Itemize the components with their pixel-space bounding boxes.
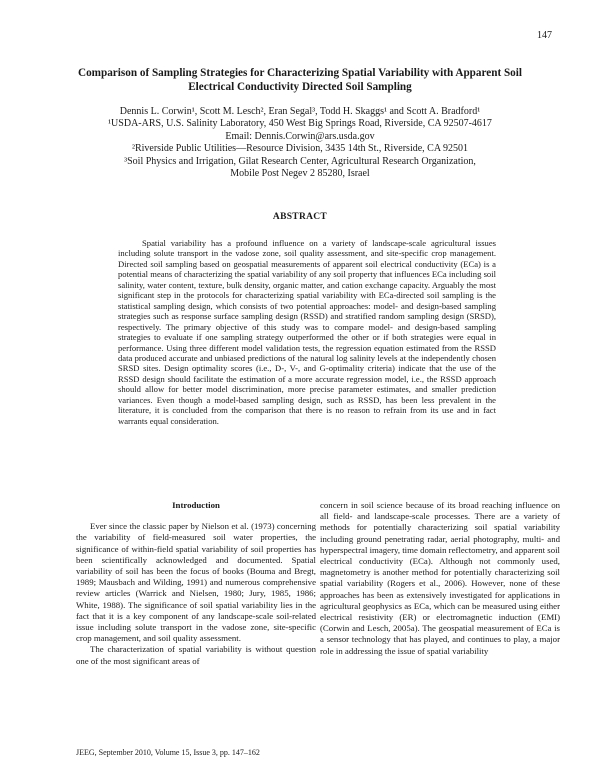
intro-paragraph-2: The characterization of spatial variability is without question one of the most significant areas of xyxy=(76,644,316,666)
affiliation-3-address: Mobile Post Negev 2 85280, Israel xyxy=(230,168,370,180)
affiliation-3: ³Soil Physics and Irrigation, Gilat Research Center, Agricultural Research Organization, xyxy=(124,155,476,167)
title-line-1: Comparison of Sampling Strategies for Characterizing Spatial Variability with Apparent Soil xyxy=(78,67,522,79)
affiliation-1: ¹USDA-ARS, U.S. Salinity Laboratory, 450 West Big Springs Road, Riverside, CA 92507-4617 xyxy=(108,118,492,130)
introduction-heading: Introduction xyxy=(172,500,220,510)
affiliation-2: ²Riverside Public Utilities—Resource Division, 3435 14th St., Riverside, CA 92501 xyxy=(131,143,469,155)
title-line-2: Electrical Conductivity Directed Soil Sampling xyxy=(188,81,412,93)
page-number: 147 xyxy=(537,30,552,41)
paper-title xyxy=(60,66,540,94)
author-names: Dennis L. Corwin¹, Scott M. Lesch², Eran Segal³, Todd H. Skaggs¹ and Scott A. Bradford¹ xyxy=(119,106,481,117)
author-block xyxy=(60,106,540,180)
right-column xyxy=(320,500,560,657)
abstract-body: Spatial variability has a profound influence on a variety of landscape-scale agricultural issues including solute transport in the vadose zone, soil quality assessment, and site-specific crop management. Directed soil sampling based on geospatial measurements of apparent soil electrical conductivity (ECa) is a potential means of characterizing the spatial variability of any soil property that influences ECa including soil salinity, water content, texture, bulk density, organic matter, and cation exchange capacity. Arguably the most significant step in the protocols for characterizing spatial variability with ECa-directed soil sampling is the statistical sampling design, which consists of two potential approaches: model- and design-based sampling strategies such as response surface sampling design (RSSD) and stratified random sampling design (SRSD), respectively. The primary objective of this study was to compare model- and design-based sampling strategies to evaluate if one sampling strategy outperformed the other or if both strategies were equal in performance. Using three different model validation tests, the regression equation estimated from the RSSD data produced accurate and unbiased predictions of the natural log salinity levels at the independently chosen SRSD sites. Design optimality scores (i.e., D-, V-, and G-optimality criteria) indicate that the use of the RSSD design should facilitate the estimation of a more accurate regression model, i.e., the RSSD approach should allow for better model discrimination, more precise parameter estimates, and smaller prediction variances. Even though a model-based sampling design, such as RSSD, has been less prevalent in the literature, it is concluded from the comparison that there is no reason to refrain from its use and in fact warrants equal consideration. xyxy=(118,238,496,426)
intro-paragraph-1: Ever since the classic paper by Nielson et al. (1973) concerning the variability of field-measured soil water properties, the significance of within-field spatial variability of soil properties has been scientifically acknowledged and documented. Spatial variability of soil has been the focus of books (Bouma and Bregt, 1989; Mausbach and Wilding, 1991) and numerous comprehensive review articles (Warrick and Nielsen, 1980; Jury, 1985, 1986; White, 1988). The significance of soil spatial variability lies in the fact that it is a key component of any landscape-scale soil-related issue including solute transport in the vadose zone, site-specific crop management, and soil quality assessment. xyxy=(76,521,316,644)
author-email: Email: Dennis.Corwin@ars.usda.gov xyxy=(225,130,375,142)
intro-paragraph-2-continued: concern in soil science because of its broad reaching influence on all field- and landscape-scale processes. There are a variety of methods for potentially characterizing soil spatial variability including ground penetrating radar, aerial photography, multi- and hyperspectral imagery, time domain reflectometry, and apparent soil electrical conductivity (ECa). Although not commonly used, magnetometry is another method for potentially characterizing soil spatial variability (Rogers et al., 2006). However, none of these approaches has been as extensively investigated for applications in agricultural geophysics as ECa, which can be measured using either electrical resistivity (ER) or electromagnetic induction (EMI) (Corwin and Lesch, 2005a). The geospatial measurement of ECa is a sensor technology that has played, and continues to play, a major role in addressing the issue of spatial variability xyxy=(320,500,560,656)
journal-footer: JEEG, September 2010, Volume 15, Issue 3, pp. 147–162 xyxy=(76,748,260,757)
left-column xyxy=(76,500,316,667)
abstract-heading: ABSTRACT xyxy=(272,212,328,222)
